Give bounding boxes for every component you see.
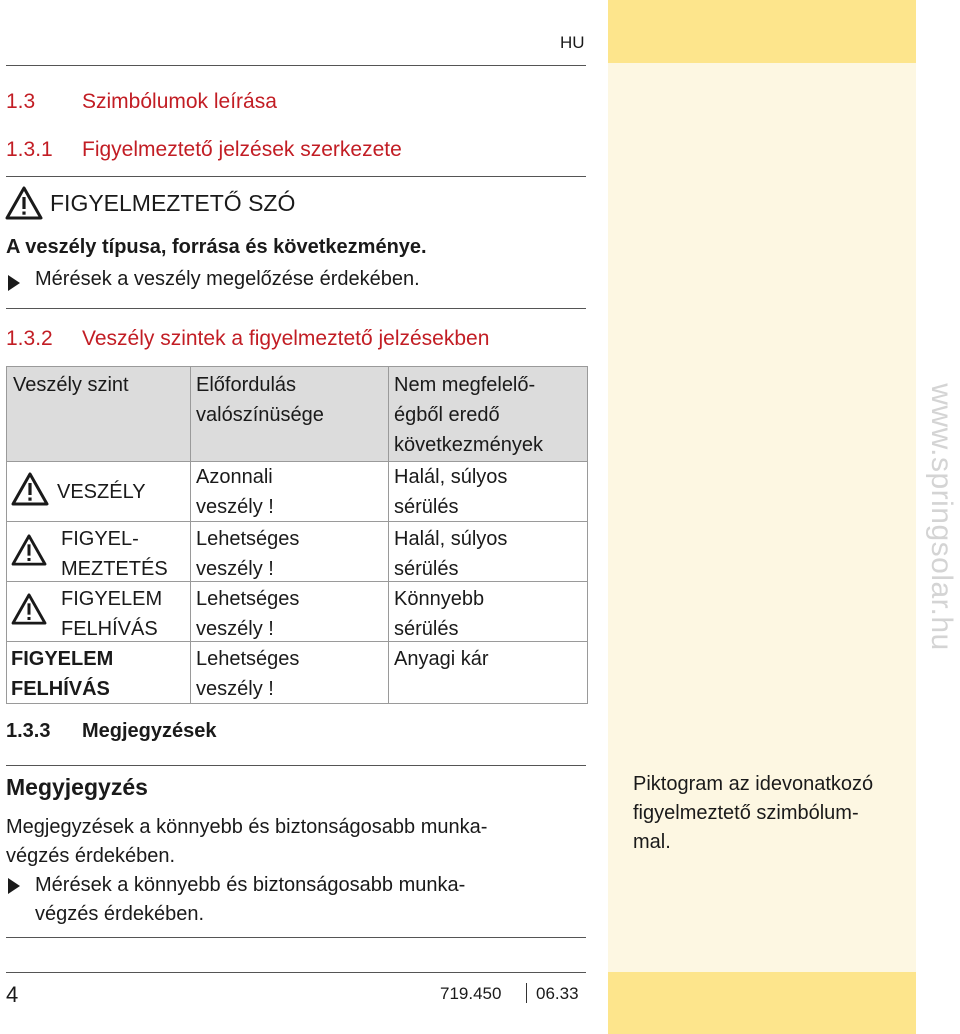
table-row-probability: Lehetséges veszély ! [196, 648, 300, 700]
doc-number: 719.450 [440, 984, 502, 1003]
table-row-level: FIGYELEM FELHÍVÁS [61, 588, 163, 640]
table-header-consequence: Nem megfelelő- égből eredő következmények [394, 374, 543, 456]
table-row-consequence: Anyagi kár [394, 648, 489, 670]
warning-box-top-rule [6, 176, 586, 177]
subsection-title: Veszély szintek a figyelmeztető jelzésekben [82, 327, 490, 350]
table-row-consequence: Halál, súlyos sérülés [394, 528, 508, 580]
side-note: Piktogram az idevonatkozó figyelmeztető szimbólum- mal. [633, 773, 874, 853]
page-number: 4 [6, 982, 19, 1007]
hazard-description: A veszély típusa, forrása és következménye. [6, 236, 427, 258]
subsection-title: Megjegyzések [82, 720, 217, 742]
table-row-probability: Azonnali veszély ! [196, 466, 274, 518]
subsection-number: 1.3.3 [6, 720, 51, 742]
table-row-level: FIGYELEM FELHÍVÁS [11, 648, 114, 700]
hazard-level-table [6, 366, 588, 704]
subsection-number: 1.3.1 [6, 138, 53, 161]
note-box-bottom-rule [6, 937, 586, 938]
table-row-probability: Lehetséges veszély ! [196, 588, 300, 640]
bullet-arrow-icon [8, 878, 20, 894]
bullet-arrow-icon [8, 275, 20, 291]
side-top-bar [608, 0, 916, 63]
section-title: Szimbólumok leírása [82, 90, 277, 113]
table-row-probability: Lehetséges veszély ! [196, 528, 300, 580]
warning-triangle-icon [11, 534, 47, 566]
note-text: Megjegyzések a könnyebb és biztonságosabb munka- végzés érdekében. [6, 816, 488, 867]
signal-word: FIGYELMEZTETŐ SZÓ [50, 190, 296, 216]
warning-triangle-icon [11, 472, 49, 506]
header-rule [6, 65, 586, 66]
footer-separator [526, 983, 527, 1003]
table-row-level: FIGYEL- MEZTETÉS [61, 528, 168, 580]
table-row-consequence: Halál, súlyos sérülés [394, 466, 508, 518]
warning-triangle-icon [11, 593, 47, 625]
note-title: Megyjegyzés [6, 774, 148, 800]
warning-triangle-icon [5, 186, 43, 220]
warning-box-bottom-rule [6, 308, 586, 309]
table-header-level: Veszély szint [13, 374, 129, 396]
table-row-consequence: Könnyebb sérülés [394, 588, 485, 640]
section-number: 1.3 [6, 90, 36, 113]
note-bullet-text: Mérések a könnyebb és biztonságosabb munka- végzés érdekében. [35, 874, 466, 925]
measure-text: Mérések a veszély megelőzése érdekében. [35, 268, 420, 290]
footer-rule [6, 972, 586, 973]
subsection-title: Figyelmeztető jelzések szerkezete [82, 138, 402, 161]
note-box-top-rule [6, 765, 586, 766]
language-code: HU [560, 33, 585, 52]
table-header-probability: Előfordulás valószínüsége [196, 374, 324, 426]
subsection-number: 1.3.2 [6, 327, 53, 350]
doc-version: 06.33 [536, 984, 579, 1003]
side-bottom-bar [608, 972, 916, 1034]
watermark: www.springsolar.hu [925, 383, 958, 651]
table-row-level: VESZÉLY [57, 481, 146, 503]
